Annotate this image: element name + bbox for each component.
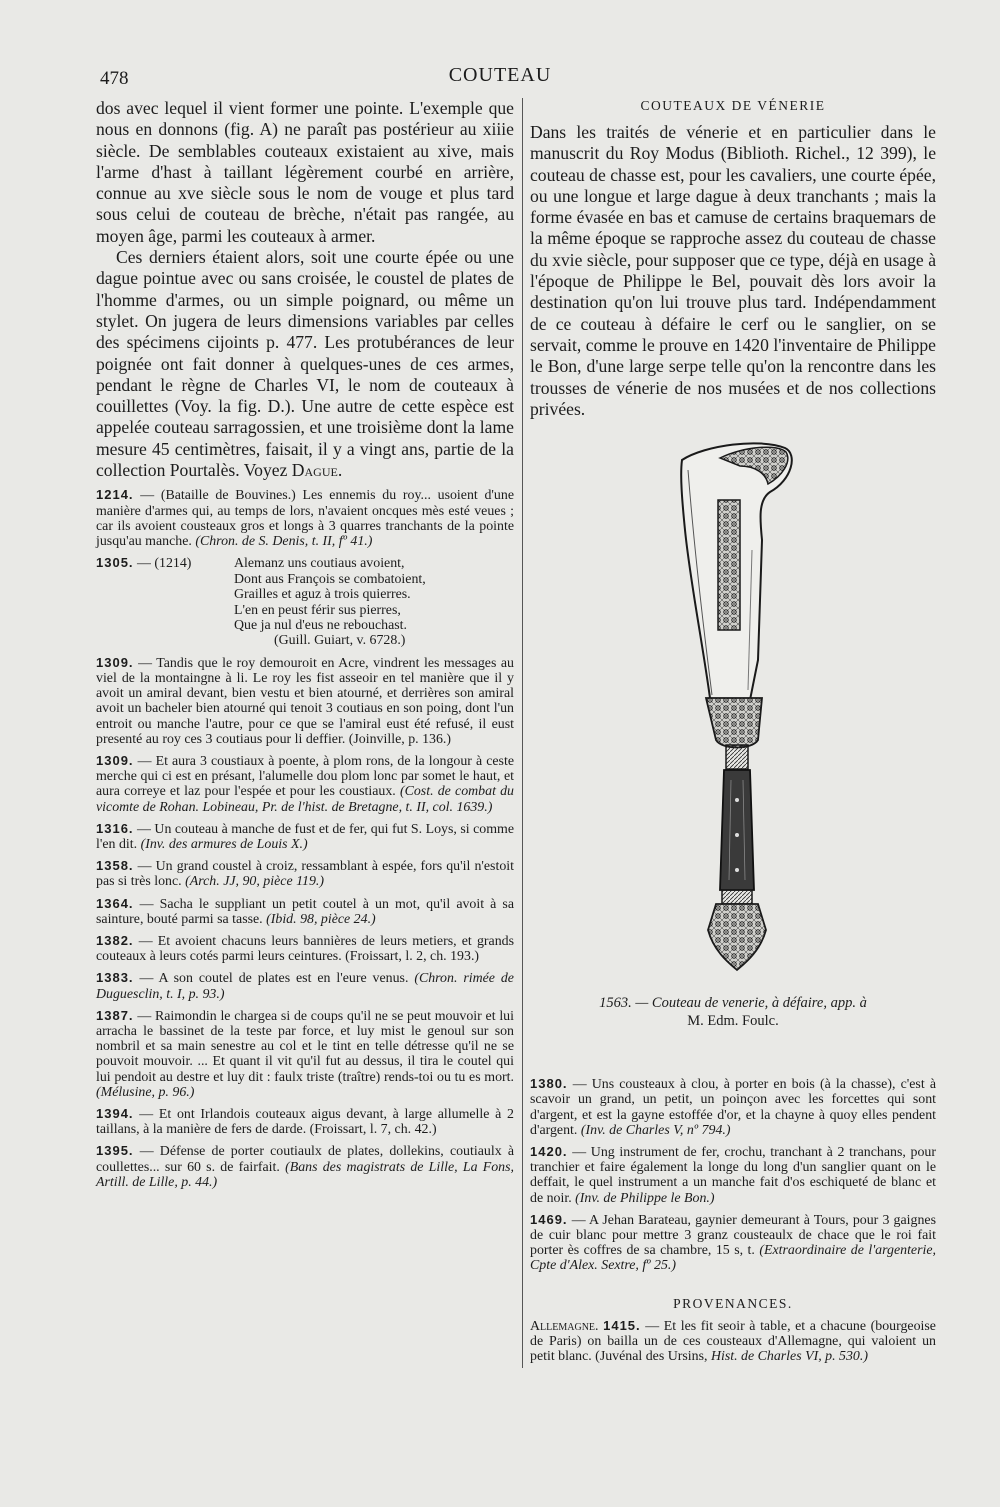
citation-text: — (1214) xyxy=(137,556,192,572)
left-body xyxy=(96,98,514,481)
paragraph: Dans les traités de vénerie et en particulier dans le manuscrit du Roy Modus (Biblioth. Richel., 12 399), le couteau de chasse est, pour les cavaliers, une courte épée, ou une longue et large dague à deux tranchants ; mais la forme évasée en bas et camuse de certains braquemars de la même époque se rapproche assez du couteau de chasse du xvie siècle, pour supposer que ce type, déjà en usage à l'époque de Philippe le Bel, pouvait dès lors avoir la destination qu'on lui trouve plus tard. Indépendamment de ce couteau à défaire le cerf ou le sanglier, on se servait, comme le prouve en 1420 l'inventaire de Philippe le Bon, d'une large serpe telle qu'on la rencontre dans les trousses de vénerie de nos musées et de nos collections privées. xyxy=(530,122,936,419)
citation-1309a xyxy=(96,655,514,747)
collar xyxy=(726,745,748,769)
citation-year: 1469. xyxy=(530,1211,568,1227)
paragraph xyxy=(96,247,514,481)
citation-year: 1420. xyxy=(530,1143,568,1159)
citation-year: 1394. xyxy=(96,1106,134,1122)
caption-line: 1563. — Couteau de venerie, à défaire, app. à xyxy=(599,995,867,1012)
bolster xyxy=(706,698,762,748)
citation-1309b xyxy=(96,753,514,815)
hunting-knife-illustration xyxy=(530,440,936,988)
citation-1214 xyxy=(96,487,514,549)
citation-year: 1380. xyxy=(530,1076,568,1092)
blade-panel xyxy=(718,500,740,630)
citation-year: 1383. xyxy=(96,970,134,986)
citation-1380 xyxy=(530,1076,936,1138)
citation-year: 1309. xyxy=(96,753,134,769)
column-rule xyxy=(522,98,523,1368)
citation-source: Hist. de Charles VI, p. 530.) xyxy=(710,1349,868,1364)
citation-year: 1395. xyxy=(96,1143,134,1159)
citation-1394 xyxy=(96,1106,514,1137)
citation-year: 1316. xyxy=(96,820,134,836)
citation-year: 1305. xyxy=(96,555,134,571)
verse-line: Grailles et aguz à trois quierres. xyxy=(234,587,411,603)
citation-source: (Ibid. 98, pièce 24.) xyxy=(266,911,376,927)
citation-text: — Un grand coustel à croiz, ressamblant à espée, fors qu'il n'estoit pas si très lonc. xyxy=(96,859,514,890)
citation-text: — Uns cousteaux à clou, à porter en bois (à la chasse), c'est à scavoir un grand, un petit, un poinçon avec les forcettes qui sont d'argent, et est la gayne estoffée d'or, et la chayne à quoy elles pendent d'argent. xyxy=(530,1077,936,1138)
citation-year: 1364. xyxy=(96,895,134,911)
running-title: COUTEAU xyxy=(448,64,552,86)
paragraph-text: Ces derniers étaient alors, soit une courte épée ou une dague pointue avec ou sans croisée, le coustel de plates de l'homme d'armes, ou un simple poignard, ou même un stylet. On jugera de leurs dimensions variables par celles des spécimens cijoints p. 477. Les protubérances de leur poignée ont fait donner à quelques-unes de ces armes, pendant le règne de Charles VI, le nom de couteaux à couillettes (Voy. la fig. D.). Une autre de cette espèce est appelée couteau sarragossien, et une troisième dont la lame mesure 45 centimètres, faisait, il y a vingt ans, partie de la collection Pourtalès. Voyez xyxy=(96,247,514,481)
verse-attribution: (Guill. Guiart, v. 6728.) xyxy=(274,633,406,649)
citation-source: (Extraordinaire de l'argenterie, Cpte d'Alex. Sextre, fº 25.) xyxy=(530,1243,937,1274)
verse-line: L'en en peust férir sus pierres, xyxy=(234,602,401,618)
right-body xyxy=(530,122,936,420)
verse-line: Dont aus François se combatoient, xyxy=(234,571,426,587)
citation-source: (Inv. de Philippe le Bon.) xyxy=(575,1190,715,1206)
citation-text: — Tandis que le roy demouroit en Acre, vindrent les messages au viel de la montaingne à li. Le roy les fist asseoir en tel manière que il y avoit un amiral devant, bien vestu et bien atourné, et derrières son amiral avoit un bacheler bien atourné qui tenoit 3 coutiaus en son poing, dont l'un entroit ou manche l'autre, pour ce que se l'amiral eust été refusé, il eust presenté au roy ces 3 coutiaus pour li deffier. (Joinville, p. 136.) xyxy=(96,655,514,747)
citation-source: (Chron. rimée de Duguesclin, t. I, p. 93.) xyxy=(96,971,514,1002)
citation-1469 xyxy=(530,1212,936,1274)
citation-1316 xyxy=(96,821,514,852)
citation-text: — (Bataille de Bouvines.) Les ennemis du roy... usoient d'une manière d'armes qui, au temps de lors, n'avaient oncques mès esté veues ; car ils avoient cousteaux gros et longs à 3 quarres tranchants de la pointe jusqu'au manche. xyxy=(96,488,514,549)
pommel xyxy=(708,904,766,970)
citation-year: 1309. xyxy=(96,654,134,670)
citation-1358 xyxy=(96,858,514,889)
citation-text: — Et les fit seoir à table, et a chacune (bourgeoise de Paris) on bailla un de ces cousteaux d'Allemagne, qui valoient un petit blanc. (Juvénal des Ursins, xyxy=(530,1318,936,1364)
citation-year: 1415. xyxy=(603,1317,641,1333)
citation-1395 xyxy=(96,1143,514,1190)
figure-caption xyxy=(530,994,936,1030)
citation-source: (Mélusine, p. 96.) xyxy=(96,1084,195,1100)
verse-line: Que ja nul d'eus ne rebouchast. xyxy=(234,617,407,633)
citation-text: — Défense de porter coutiaulx de plates, dollekins, coutiaulx à coullettes... sur 60 s. de fairfait. xyxy=(96,1144,514,1175)
left-column xyxy=(96,98,514,1190)
citation-source: (Chron. de S. Denis, t. II, fº 41.) xyxy=(195,533,373,549)
pommel-collar xyxy=(722,890,752,904)
citation-source: (Inv. des armures de Louis X.) xyxy=(140,837,308,853)
citation-year: 1387. xyxy=(96,1007,134,1023)
provenance-country: Allemagne. xyxy=(530,1318,599,1334)
citation-text: — Un couteau à manche de fust et de fer, qui fut S. Loys, si comme l'en dit. xyxy=(96,821,514,853)
citation-source: (Cost. de combat du vicomte de Rohan. Lobineau, Pr. de l'hist. de Bretagne, t. II, col. 1639.) xyxy=(96,784,515,815)
citation-1387 xyxy=(96,1008,514,1100)
citation-1420 xyxy=(530,1144,936,1206)
page-number: 478 xyxy=(100,68,129,89)
citation-year: 1358. xyxy=(96,858,134,874)
figure-hunting-knife xyxy=(530,440,936,988)
citation-1364 xyxy=(96,896,514,927)
citation-source: (Bans des magistrats de Lille, La Fons, Artill. de Lille, p. 44.) xyxy=(96,1159,514,1190)
citation-text: — A Jehan Barateau, gaynier demeurant à Tours, pour 3 gaignes de cuir blanc pour mettre 3 granz cousteaulx de chace que le roi fait porter ès coffres de sa chambre, 15 s, t. xyxy=(530,1212,936,1259)
citation-text: — Et aura 3 coustiaux à poente, à plom rons, de la longour à ceste merche qui ci est en présant, l'alumelle dou plom lonc par somet le haut, et aura correye et laz pour l'espée et pour les coustiaux. xyxy=(96,754,514,800)
citation-text: — Et ont Irlandois couteaux aigus devant, à large allumelle à 2 taillans, à la manière de fers de darde. (Froissart, l. 7, ch. 42.) xyxy=(96,1107,514,1138)
citation-source: (Inv. de Charles V, nº 794.) xyxy=(580,1122,731,1138)
paragraph: dos avec lequel il vient former une pointe. L'exemple que nous en donnons (fig. A) ne paraît pas postérieur au xiiie siècle. De semblables couteaux existaient au xive, mais l'arme d'hast à taillant légèrement courbé en arrière, connue au xve siècle sous le nom de vouge et plus tard sous celui de couteau de brèche, n'était pas rangée, au moyen âge, parmi les couteaux à armer. xyxy=(96,98,514,246)
citation-text: — Et avoient chacuns leurs bannières de leurs metiers, et grands couteaux à leurs cotés parmi leurs ceintures. (Froissart, l. 2, ch. 193.) xyxy=(96,934,514,965)
provenances-title: PROVENANCES. xyxy=(673,1295,793,1311)
citation-text: — Raimondin le chargea si de coups qu'il ne se peut mouvoir et lui arracha le bassinet de la teste par force, et luy mist le genoul sur son nombril et sa main senestre au col et le tint en telle détresse qu'il ne se pouvoit mouvoir. ... Et quant il vit qu'il fut au dessus, il tira le coutel qui lui pendoit au destre et luy dit : faulx triste (traître) rends-toi ou tu es mort. xyxy=(96,1008,514,1085)
citation-1383 xyxy=(96,970,514,1001)
right-column xyxy=(530,98,936,1364)
citation-1382 xyxy=(96,933,514,964)
see-also-dague: Dague. xyxy=(291,460,343,481)
verse-line: Alemanz uns coutiaus avoient, xyxy=(234,556,405,572)
caption-line: M. Edm. Foulc. xyxy=(687,1013,779,1030)
provenance-allemagne xyxy=(530,1318,936,1365)
citation-year: 1214. xyxy=(96,487,134,503)
citation-text: — Ung instrument de fer, crochu, tranchant à 2 tranchans, pour tranchier et faire également la longe du long d'un sanglier quant on le deffait, le quel instrument a un manche fait d'os eschiqueté de blanc et de noir. xyxy=(530,1144,936,1206)
section-title-venerie: COUTEAUX DE VÉNERIE xyxy=(640,98,826,113)
verse-quote xyxy=(234,556,514,648)
citation-source: (Arch. JJ, 90, pièce 119.) xyxy=(185,874,324,890)
citation-text: — A son coutel de plates est en l'eure venus. xyxy=(139,971,409,987)
citation-text: — Sacha le suppliant un petit coutel à un mot, qu'il avoit à sa sainture, bouté parmi sa tasse. xyxy=(96,896,514,927)
citation-year: 1382. xyxy=(96,933,134,949)
